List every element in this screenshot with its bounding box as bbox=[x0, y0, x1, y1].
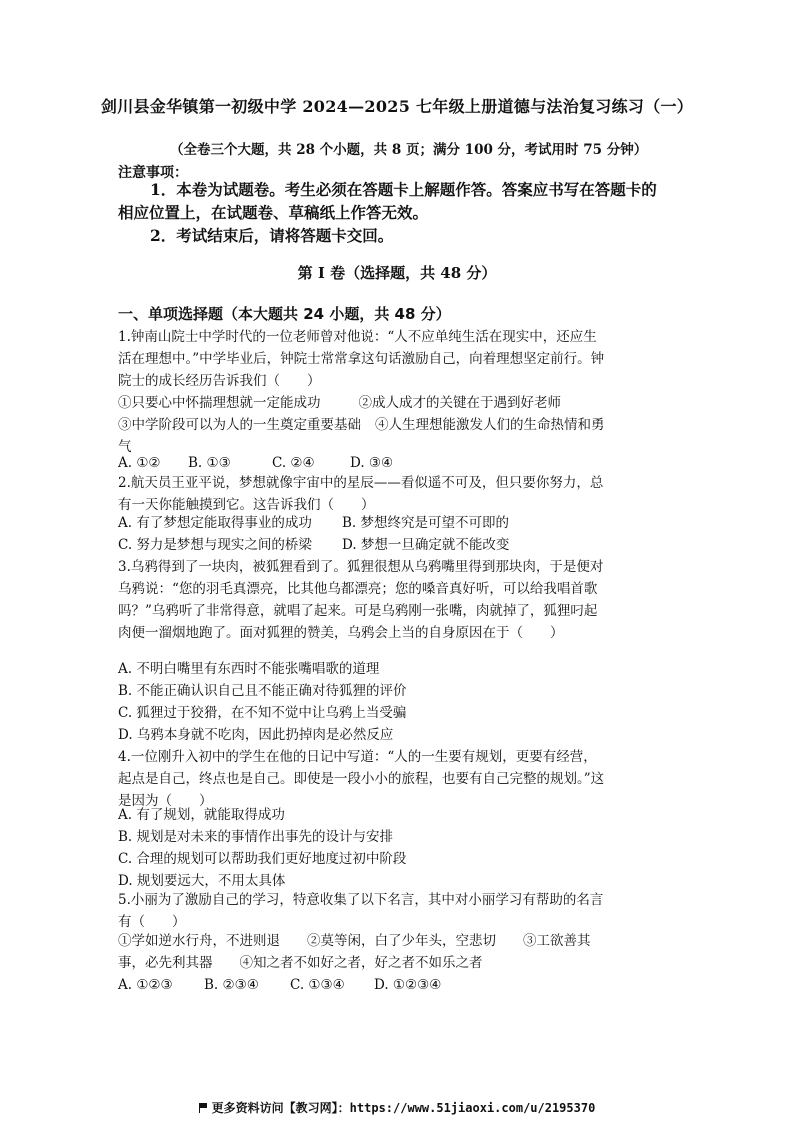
note-1-line-1: 1．本卷为试题卷。考生必须在答题卡上解题作答。答案应书写在答题卡的 bbox=[150, 180, 657, 199]
question-4-option-b[interactable]: B. 规划是对未来的事情作出事先的设计与安排 bbox=[118, 829, 394, 845]
section-title: 一、单项选择题（本大题共 24 小题，共 48 分） bbox=[118, 305, 451, 323]
option-a[interactable]: A. 有了梦想定能取得事业的成功 bbox=[118, 515, 312, 531]
option-d[interactable]: D. ③④ bbox=[350, 455, 394, 471]
option-b[interactable]: B. ②③④ bbox=[204, 977, 259, 993]
question-4-option-c[interactable]: C. 合理的规划可以帮助我们更好地度过初中阶段 bbox=[118, 851, 407, 867]
question-5-quotes-line-2: 事，必先利其器 ④知之者不如好之者，好之者不如乐之者 bbox=[118, 955, 483, 971]
page-title: 剑川县金华镇第一初级中学 2024—2025 七年级上册道德与法治复习练习（一） bbox=[100, 97, 694, 116]
note-1-line-2: 相应位置上，在试题卷、草稿纸上作答无效。 bbox=[118, 203, 429, 222]
option-a[interactable]: A. ①②③ bbox=[118, 977, 173, 993]
question-4-option-d[interactable]: D. 规划要远大，不用太具体 bbox=[118, 873, 286, 889]
question-5-stem: 5.小丽为了激励自己的学习，特意收集了以下名言，其中对小丽学习有帮助的名言有（ ） bbox=[118, 892, 604, 930]
footer-link[interactable]: 更多资料访问【教习网】：https://www.51jiaoxi.com/u/2195370 bbox=[0, 1099, 794, 1116]
question-1-options bbox=[118, 452, 393, 474]
question-3-option-b[interactable]: B. 不能正确认识自己且不能正确对待狐狸的评价 bbox=[118, 683, 407, 699]
exam-info: （全卷三个大题，共 28 个小题，共 8 页；满分 100 分，考试用时 75 分钟） bbox=[170, 142, 648, 158]
notes-heading: 注意事项： bbox=[118, 165, 188, 181]
question-3-option-c[interactable]: C. 狐狸过于狡猾，在不知不觉中让乌鸦上当受骗 bbox=[118, 705, 407, 721]
question-3-option-d[interactable]: D. 乌鸦本身就不吃肉，因此扔掉肉是必然反应 bbox=[118, 727, 394, 743]
option-b[interactable]: B. 梦想终究是可望不可即的 bbox=[342, 515, 510, 531]
part-title: 第 I 卷（选择题，共 48 分） bbox=[297, 264, 497, 282]
note-2: 2．考试结束后，请将答题卡交回。 bbox=[150, 226, 394, 245]
statement-2: ②成人成才的关键在于遇到好老师 bbox=[358, 395, 561, 411]
question-5-quotes-line-1: ①学如逆水行舟，不进则退 ②莫等闲，白了少年头，空悲切 ③工欲善其 bbox=[118, 933, 591, 949]
statement-4: ④人生理想能激发人们的生命热情和勇气 bbox=[118, 417, 605, 455]
option-b[interactable]: B. ①③ bbox=[188, 455, 231, 471]
question-4-stem: 4.一位刚升入初中的学生在他的日记中写道：“人的一生要有规划，更要有经营，起点是自己，终点也是自己。即使是一段小小的旅程，也要有自己完整的规划。”这是因为（ ） bbox=[118, 749, 605, 809]
question-3-stem: 3.乌鸦得到了一块肉，被狐狸看到了。狐狸很想从乌鸦嘴里得到那块肉，于是便对乌鸦说：“您的羽毛真漂亮，比其他乌都漂亮；您的嗓音真好听，可以给我唱首歌吗？”乌鸦听了非常得意，就唱了起来。可是乌鸦刚一张嘴，肉就掉了，狐狸叼起肉便一溜烟地跑了。面对狐狸的赞美，乌鸦会上当的自身原因在于（ ） bbox=[118, 559, 604, 641]
question-3-option-a[interactable]: A. 不明白嘴里有东西时不能张嘴唱歌的道理 bbox=[118, 661, 380, 677]
question-2-options-row-2 bbox=[118, 534, 509, 556]
option-c[interactable]: C. ②④ bbox=[272, 455, 315, 471]
statement-3: ③中学阶段可以为人的一生奠定重要基础 bbox=[118, 417, 361, 433]
option-a[interactable]: A. ①② bbox=[118, 455, 161, 471]
option-c[interactable]: C. ①③④ bbox=[290, 977, 345, 993]
flag-icon bbox=[199, 1103, 208, 1113]
option-c[interactable]: C. 努力是梦想与现实之间的桥梁 bbox=[118, 537, 312, 553]
question-4-option-a[interactable]: A. 有了规划，就能取得成功 bbox=[118, 807, 285, 823]
question-2-options-row-1 bbox=[118, 512, 509, 534]
statement-1: ①只要心中怀揣理想就一定能成功 bbox=[118, 395, 321, 411]
question-1-statements-row-1 bbox=[118, 392, 561, 414]
question-1-stem: 1.钟南山院士中学时代的一位老师曾对他说：“人不应单纯生活在现实中，还应生活在理想中。”中学毕业后，钟院士常常拿这句话激励自己，向着理想坚定前行。钟院士的成长经历告诉我们（ ） bbox=[118, 329, 605, 389]
question-2-stem: 2.航天员王亚平说，梦想就像宇宙中的星辰——看似遥不可及，但只要你努力，总有一天你能触摸到它。这告诉我们（ ） bbox=[118, 475, 604, 513]
option-d[interactable]: D. ①②③④ bbox=[374, 977, 442, 993]
option-d[interactable]: D. 梦想一旦确定就不能改变 bbox=[342, 537, 510, 553]
question-5-options bbox=[118, 974, 441, 996]
